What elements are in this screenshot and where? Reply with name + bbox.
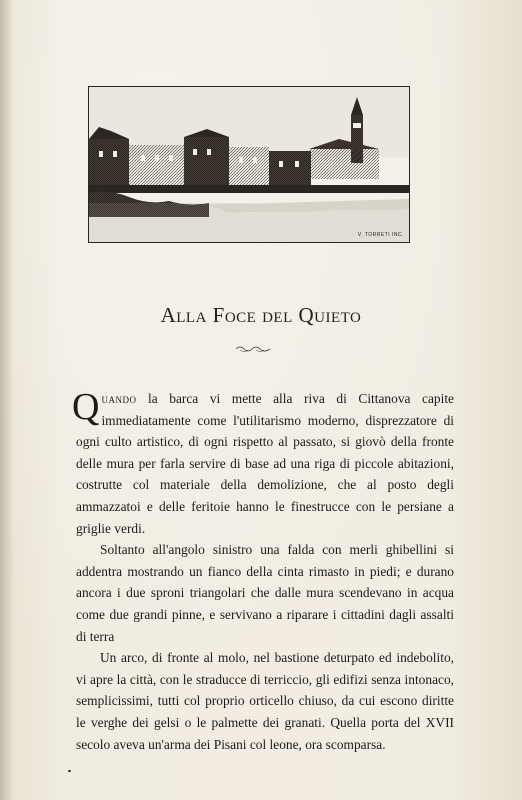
engraver-signature: V. TORRETI INC. [357, 232, 404, 238]
chapter-title: Alla Foce del Quieto [160, 303, 362, 327]
lead-word: uando [101, 391, 137, 406]
drop-cap: Q [72, 386, 100, 428]
page-mark [68, 770, 71, 772]
paragraph-1 [72, 386, 454, 539]
paragraph-1-text: la barca vi mette alla riva di Cittanova capite immediatamente come l'utilitarismo moderno, disprezzatore di ogni culto artistico, di ogni rispetto al passato, si giovò della fronte delle mura per farla servire di base ad una riga di piccole abitazioni, costrutte col materiale della demolizione, che al posto degli ammazzatoi e delle feritoie hanno le finestrucce con le persiane a griglie verdi. [76, 391, 454, 536]
body-text [72, 386, 454, 755]
spine-shadow [0, 0, 14, 800]
ornament-divider [235, 345, 271, 353]
engraving-svg [89, 87, 409, 242]
town-illustration [88, 86, 410, 243]
paragraph-2: Soltanto all'angolo sinistro una falda con merli ghibellini si addentra mostrando un fianco della cinta rimasto in piedi; e durano ancora i due sproni triangolari che dalle mura scendevano in acqua come due grandi pinne, e servivano a riparare i cittadini dagli assalti di terra [76, 542, 454, 644]
paragraph-3: Un arco, di fronte al molo, nel bastione deturpato ed indebolito, vi apre la città, con le straducce di terriccio, gli edifizi senza intonaco, semplicissimi, tutti col proprio orticello chiuso, da cui escono diritte le verghe dei gelsi o le palmette dei granati. Quella porta del XVII secolo aveva un'arma dei Pisani col leone, ora scomparsa. [76, 650, 454, 752]
